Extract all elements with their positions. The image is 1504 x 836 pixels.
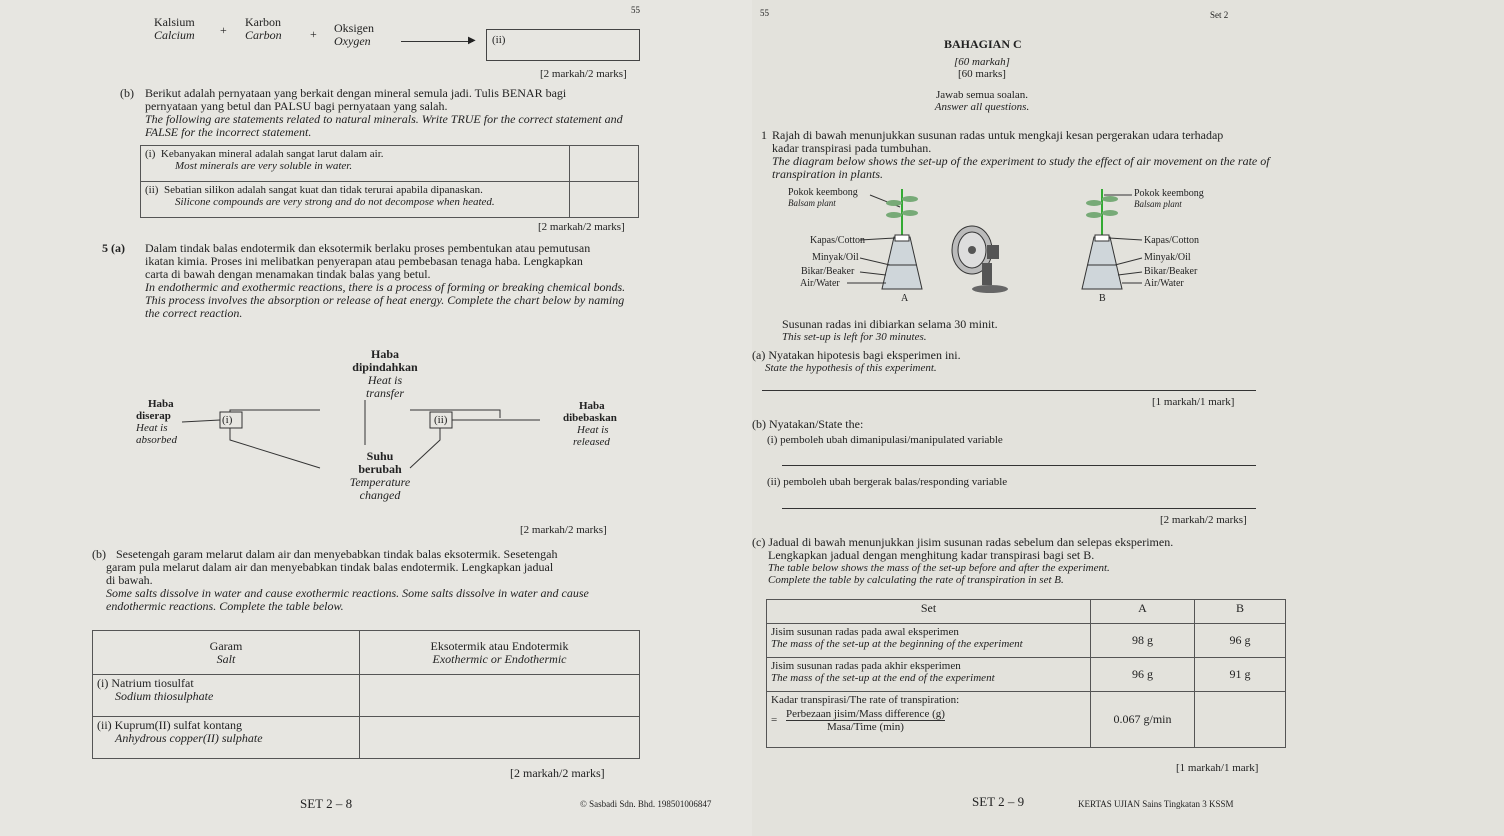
question-b-head: (b) Nyatakan/State the: xyxy=(752,417,864,431)
question-number: 5 (a) xyxy=(102,241,125,255)
plant-label-b: Pokok keembong Balsam plant xyxy=(1134,188,1204,209)
copyright: © Sasbadi Sdn. Bhd. 198501006847 xyxy=(580,799,712,809)
question-c: (c) Jadual di bawah menunjukkan jisim susunan radas sebelum dan selepas eksperimen. Lengkapkan jadual dengan menghitung kadar transpirasi bagi set B. The table below shows the mass of the set-up before and after the experiment. Complete the table by calculating the rate of transpiration in set B. xyxy=(752,535,1174,586)
value-cell: 91 g xyxy=(1195,658,1286,692)
answer-cell[interactable] xyxy=(570,182,639,218)
chart-bottom-node: Suhu berubah Temperature changed xyxy=(349,449,411,502)
question-number: 1 xyxy=(761,128,767,142)
water-label-a: Air/Water xyxy=(800,278,840,289)
question-text: Dalam tindak balas endotermik dan eksotermik berlaku proses pembentukan atau pemutusan ikatan kimia. Proses ini melibatkan penyerapan atau pembebasan tenaga haba. Lengkapkan carta di bawah dengan menamakan tindak balas yang betul. In endothermic and exothermic reactions, there is a process of forming or breaking chemical bonds. This process involves the absorption or release of heat energy. Complete the chart below by naming the correct reaction. xyxy=(145,241,626,320)
value-cell: 98 g xyxy=(1091,624,1195,658)
marks: [1 markah/1 mark] xyxy=(1152,396,1235,408)
publisher: KERTAS UJIAN Sains Tingkatan 3 KSSM xyxy=(1078,799,1234,809)
blank-ii[interactable]: (ii) xyxy=(434,414,448,426)
beaker-label-a: Bikar/Beaker xyxy=(801,266,855,277)
page-number: 55 xyxy=(760,8,769,18)
marks: [2 markah/2 marks] xyxy=(538,221,625,233)
answer-line[interactable] xyxy=(782,508,1256,509)
table-row: (ii) Sebatian silikon adalah sangat kuat dan tidak terurai apabila dipanaskan. Silicone compounds are very strong and do not decompose when heated. xyxy=(141,182,570,218)
question-label: (b) xyxy=(92,547,106,561)
answer-cell[interactable] xyxy=(360,717,640,759)
setup-duration: Susunan radas ini dibiarkan selama 30 minit. This set-up is left for 30 minutes. xyxy=(782,317,998,343)
value-cell: 0.067 g/min xyxy=(1091,692,1195,748)
table-header: Eksotermik atau Endotermik Exothermic or Endothermic xyxy=(360,631,640,675)
answer-cell[interactable] xyxy=(360,675,640,717)
oil-label-a: Minyak/Oil xyxy=(812,252,859,263)
table-header: Garam Salt xyxy=(93,631,360,675)
question-label: (b) xyxy=(120,86,134,100)
table-row: (i) Natrium tiosulfat Sodium thiosulphate xyxy=(93,675,360,717)
section-title: BAHAGIAN C xyxy=(944,37,1022,51)
table-header: B xyxy=(1195,600,1286,624)
instructions: Jawab semua soalan. Answer all questions. xyxy=(934,89,1030,113)
answer-cell[interactable] xyxy=(570,146,639,182)
table-header: A xyxy=(1091,600,1195,624)
chart-right-node: Haba dibebaskan Heat is released xyxy=(563,400,617,448)
table-row: (ii) Kuprum(II) sulfat kontang Anhydrous copper(II) sulphate xyxy=(93,717,360,759)
marks: [2 markah/2 marks] xyxy=(510,766,605,780)
water-label-b: Air/Water xyxy=(1144,278,1184,289)
oxygen-label: Oksigen Oxygen xyxy=(334,21,374,48)
page-footer: SET 2 – 8 xyxy=(300,796,353,811)
answer-line[interactable] xyxy=(782,465,1256,466)
plus-sign: + xyxy=(310,27,317,41)
chart-center-node: Haba dipindahkan Heat is transfer xyxy=(352,347,418,400)
table-row: Kadar transpirasi/The rate of transpiration: = Perbezaan jisim/Mass difference (g) Masa/Time (min) xyxy=(767,692,1091,748)
page-footer: SET 2 – 9 xyxy=(972,794,1025,809)
transpiration-table xyxy=(766,599,1286,748)
blank-i[interactable]: (i) xyxy=(222,414,233,426)
cotton-label-a: Kapas/Cotton xyxy=(810,235,865,246)
plant-label-a: Pokok keembong Balsam plant xyxy=(788,187,858,208)
table-header: Set xyxy=(767,600,1091,624)
value-cell: 96 g xyxy=(1195,624,1286,658)
beaker-label-b: Bikar/Beaker xyxy=(1144,266,1198,277)
marks: [2 markah/2 marks] xyxy=(540,68,627,80)
question-a: (a) Nyatakan hipotesis bagi eksperimen ini. State the hypothesis of this experiment. xyxy=(752,348,961,374)
table-row: Jisim susunan radas pada akhir eksperimen The mass of the set-up at the end of the experiment xyxy=(767,658,1091,692)
table-row: Jisim susunan radas pada awal eksperimen The mass of the set-up at the beginning of the experiment xyxy=(767,624,1091,658)
question-b-ii: (ii) pemboleh ubah bergerak balas/responding variable xyxy=(767,476,1008,488)
question-text: Sesetengah garam melarut dalam air dan menyebabkan tindak balas eksotermik. Sesetengah garam pula melarut dalam air dan menyebabkan tindak balas endotermik. Lengkapkan jadual di bawah. Some salts dissolve in water and cause exothermic reactions. Some salts dissolve in water and cause endothermic reactions. Complete the table below. xyxy=(106,547,589,613)
question-text: Berikut adalah pernyataan yang berkait dengan mineral semula jadi. Tulis BENAR bagi pernyataan yang betul dan PALSU bagi pernyataan yang salah. The following are statements related to natural minerals. Write TRUE for the correct statement and FALSE for the incorrect statement. xyxy=(145,86,623,139)
plus-sign: + xyxy=(220,23,227,37)
question-text: Rajah di bawah menunjukkan susunan radas untuk mengkaji kesan pergerakan udara terhadap kadar transpirasi pada tumbuhan. The diagram below shows the set-up of the experiment to study the effect of air movement on the rate of transpiration in plants. xyxy=(772,128,1270,181)
true-false-table xyxy=(140,145,639,218)
table-row: (i) Kebanyakan mineral adalah sangat larut dalam air. Most minerals are very soluble in water. xyxy=(141,146,570,182)
cotton-label-b: Kapas/Cotton xyxy=(1144,235,1199,246)
arrow-head: ▶ xyxy=(468,35,476,46)
calcium-label: Kalsium Calcium xyxy=(154,15,195,42)
marks: [2 markah/2 marks] xyxy=(1160,514,1247,526)
right-page xyxy=(752,0,1504,836)
oil-label-b: Minyak/Oil xyxy=(1144,252,1191,263)
set-b-label: B xyxy=(1099,293,1106,304)
answer-cell[interactable] xyxy=(1195,692,1286,748)
salt-table xyxy=(92,630,640,759)
value-cell: 96 g xyxy=(1091,658,1195,692)
answer-line[interactable] xyxy=(762,390,1256,391)
reaction-arrow xyxy=(401,41,473,42)
marks: [2 markah/2 marks] xyxy=(520,524,607,536)
carbon-label: Karbon Carbon xyxy=(245,15,282,42)
page-number: 55 xyxy=(631,5,640,15)
set-label: Set 2 xyxy=(1210,10,1229,20)
section-marks: [60 markah] [60 marks] xyxy=(954,56,1010,80)
chart-left-node: Haba diserap Heat is absorbed xyxy=(136,398,177,446)
question-b-i: (i) pemboleh ubah dimanipulasi/manipulated variable xyxy=(767,434,1003,446)
set-a-label: A xyxy=(901,293,909,304)
marks: [1 markah/1 mark] xyxy=(1176,762,1259,774)
answer-box-ii[interactable]: (ii) xyxy=(486,29,640,61)
